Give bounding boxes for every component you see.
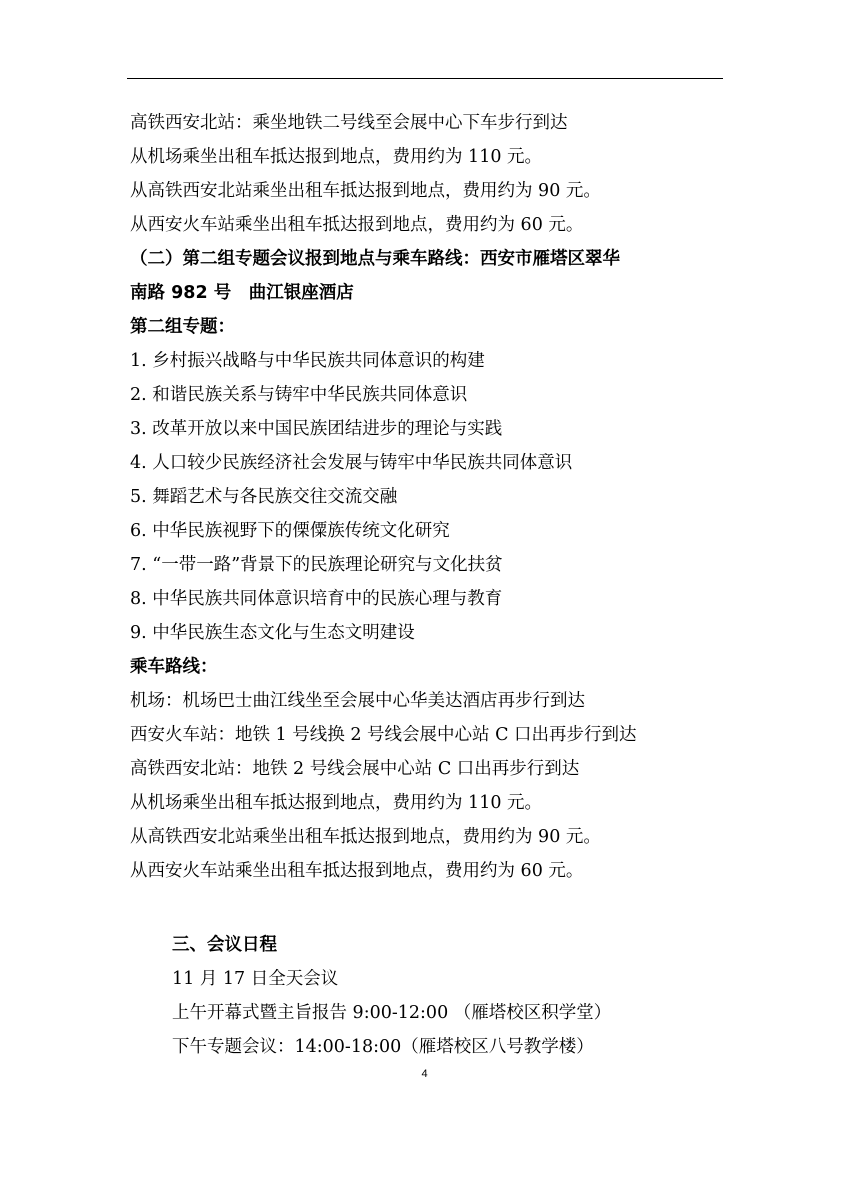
route-line: 从西安火车站乘坐出租车抵达报到地点，费用约为 60 元。	[130, 215, 584, 235]
topic-item: 7. “一带一路”背景下的民族理论研究与文化扶贫	[130, 555, 503, 575]
topic-item: 5. 舞蹈艺术与各民族交往交流交融	[130, 487, 398, 507]
route-line: 高铁西安北站：地铁 2 号线会展中心站 C 口出再步行到达	[130, 759, 580, 779]
topic-item: 9. 中华民族生态文化与生态文明建设	[130, 623, 415, 643]
topic-item: 3. 改革开放以来中国民族团结进步的理论与实践	[130, 419, 503, 439]
section3-heading: 三、会议日程	[172, 935, 277, 955]
topic-item: 1. 乡村振兴战略与中华民族共同体意识的构建	[130, 351, 485, 371]
topic-item: 2. 和谐民族关系与铸牢中华民族共同体意识	[130, 385, 468, 405]
document-body	[130, 106, 730, 1064]
topic-item: 6. 中华民族视野下的傈僳族传统文化研究	[130, 521, 450, 541]
route-line: 从高铁西安北站乘坐出租车抵达报到地点，费用约为 90 元。	[130, 827, 601, 847]
route-line: 从机场乘坐出租车抵达报到地点，费用约为 110 元。	[130, 793, 543, 813]
header-rule	[127, 78, 723, 79]
schedule-line: 下午专题会议：14:00-18:00（雁塔校区八号教学楼）	[172, 1037, 594, 1057]
route-line: 机场：机场巴士曲江线坐至会展中心华美达酒店再步行到达	[130, 691, 585, 711]
group2-heading: （二）第二组专题会议报到地点与乘车路线：西安市雁塔区翠华	[130, 249, 620, 269]
route-line: 从西安火车站乘坐出租车抵达报到地点，费用约为 60 元。	[130, 861, 584, 881]
group2-topics-label: 第二组专题：	[130, 317, 235, 337]
routes-label: 乘车路线：	[130, 657, 218, 677]
section-gap	[130, 888, 730, 928]
group2-heading-continued: 南路 982 号 曲江银座酒店	[130, 283, 354, 303]
route-line: 从机场乘坐出租车抵达报到地点，费用约为 110 元。	[130, 147, 543, 167]
route-line: 高铁西安北站：乘坐地铁二号线至会展中心下车步行到达	[130, 113, 568, 133]
page-number: 4	[421, 1068, 428, 1080]
schedule-line: 上午开幕式暨主旨报告 9:00-12:00 （雁塔校区积学堂）	[172, 1003, 612, 1023]
route-line: 西安火车站：地铁 1 号线换 2 号线会展中心站 C 口出再步行到达	[130, 725, 637, 745]
topic-item: 4. 人口较少民族经济社会发展与铸牢中华民族共同体意识	[130, 453, 573, 473]
route-line: 从高铁西安北站乘坐出租车抵达报到地点，费用约为 90 元。	[130, 181, 601, 201]
schedule-line: 11 月 17 日全天会议	[172, 969, 339, 989]
topic-item: 8. 中华民族共同体意识培育中的民族心理与教育	[130, 589, 503, 609]
